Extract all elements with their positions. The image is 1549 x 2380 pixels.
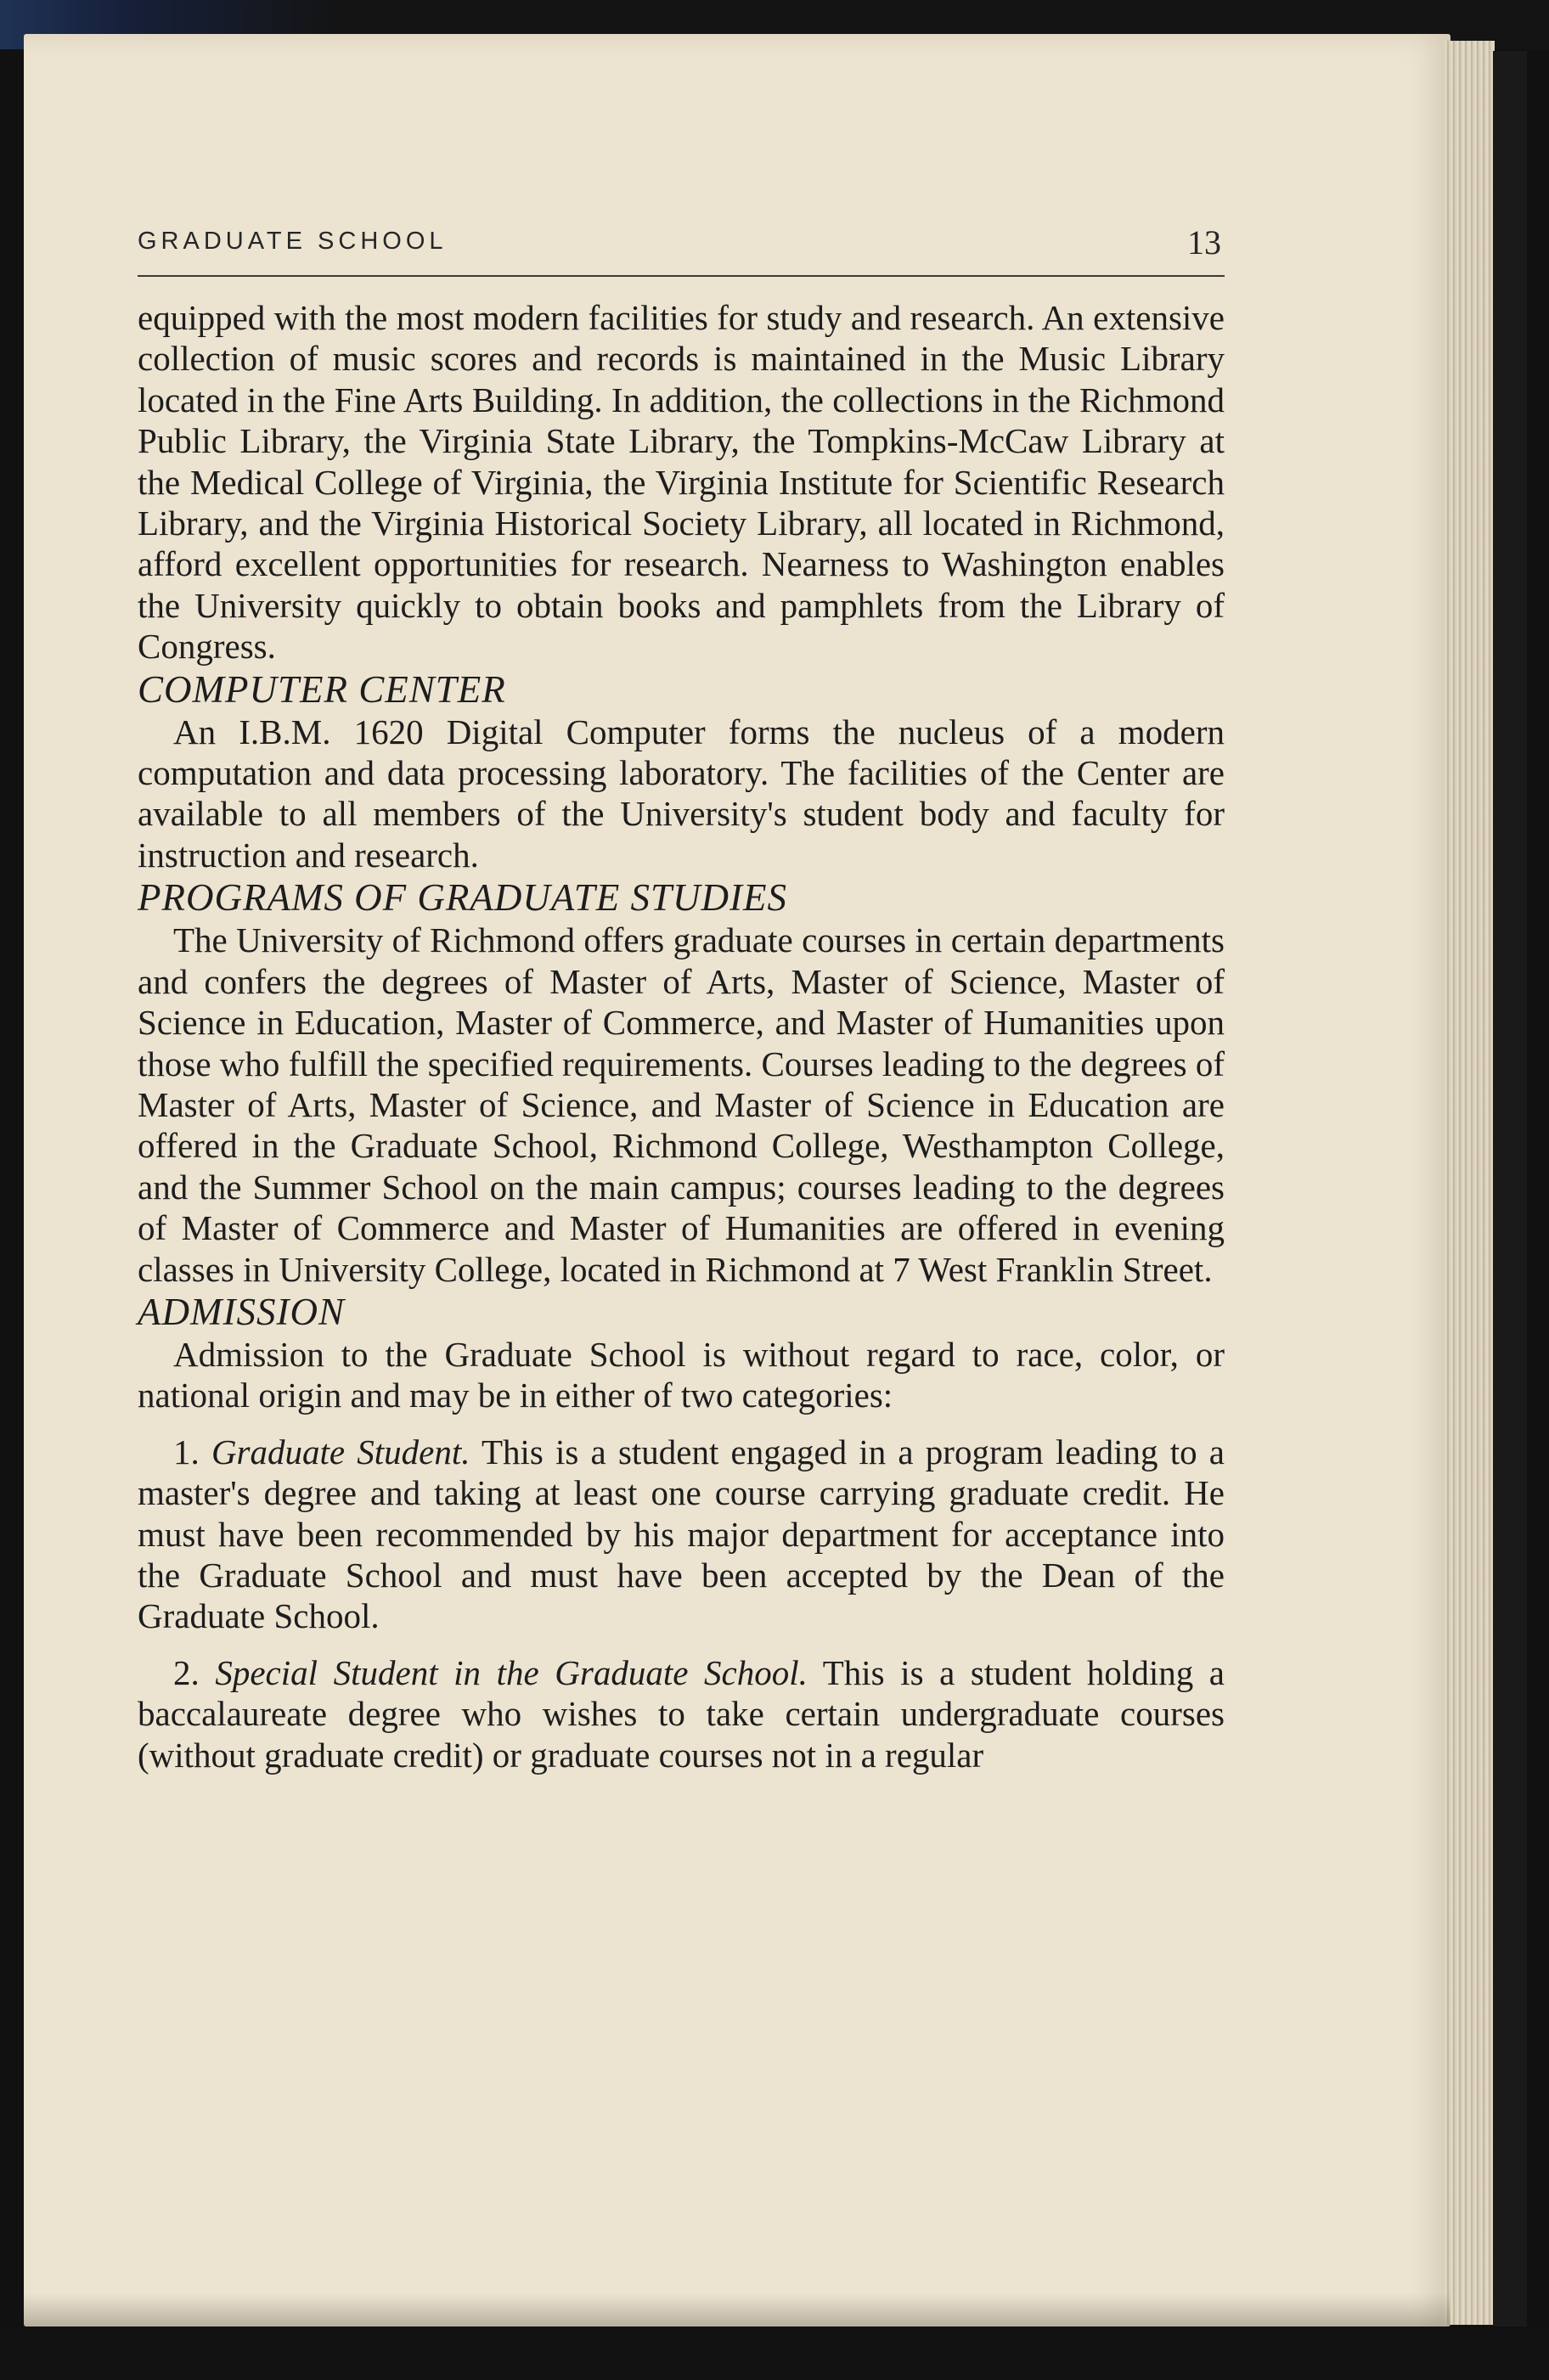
category-description: This is a student holding a baccalaureate degree who wishes to take certain undergraduate courses (without graduate credit) or graduate courses not in a regular bbox=[138, 1652, 1225, 1775]
running-head-title: GRADUATE SCHOOL bbox=[138, 228, 448, 255]
binding-shadow bbox=[1493, 51, 1527, 2327]
intro-paragraph: equipped with the most modern facilities for study and research. An extensive collection of music scores and records is maintained in the Music Library located in the Fine Arts Building. In addition, the collections in the Richmond Public Library, the Virginia State Library, the Tompkins-McCaw Library at the Medical College of Virginia, the Virginia Institute for Scientific Research Library, and the Virginia Historical Society Library, all located in Richmond, afford excellent opportunities for research. Nearness to Washington enables the University quickly to obtain books and pamphlets from the Library of Congress. bbox=[138, 298, 1225, 667]
category-special-student bbox=[138, 1652, 1225, 1775]
heading-admission: ADMISSION bbox=[138, 1290, 345, 1333]
computer-center-paragraph: An I.B.M. 1620 Digital Computer forms the nucleus of a modern computation and data processing laboratory. The facilities of the Center are available to all members of the University's student body and faculty for instruction and research. bbox=[138, 712, 1225, 875]
scan-bottom-border bbox=[0, 2328, 1549, 2380]
page-content bbox=[138, 222, 1225, 1775]
category-number: 2. bbox=[173, 1652, 200, 1692]
running-head bbox=[138, 222, 1225, 277]
category-graduate-student bbox=[138, 1432, 1225, 1637]
category-number: 1. bbox=[173, 1432, 200, 1471]
page-edges bbox=[1444, 41, 1495, 2325]
category-term: Graduate Student. bbox=[211, 1432, 470, 1471]
admission-paragraph: Admission to the Graduate School is without regard to race, color, or national origin and may be in either of two categories: bbox=[138, 1334, 1225, 1415]
category-description: This is a student engaged in a program leading to a master's degree and taking at least one course carrying graduate credit. He must have been recommended by his major department for acceptance into the Graduate School and must have been accepted by the Dean of the Graduate School. bbox=[138, 1432, 1225, 1636]
page-number: 13 bbox=[1187, 223, 1221, 262]
programs-paragraph: The University of Richmond offers graduate courses in certain departments and confers the degrees of Master of Arts, Master of Science, Master of Science in Education, Master of Commerce, and Master of Humanities upon those who fulfill the specified requirements. Courses leading to the degrees of Master of Arts, Master of Science, and Master of Science in Education are offered in the Graduate School, Richmond College, Westhampton College, and the Summer School on the main campus; courses leading to the degrees of Master of Commerce and Master of Humanities are offered in evening classes in University College, located in Richmond at 7 West Franklin Street. bbox=[138, 920, 1225, 1289]
category-term: Special Student in the Graduate School. bbox=[215, 1652, 808, 1692]
page-bottom-shadow bbox=[24, 2293, 1450, 2327]
heading-computer-center: COMPUTER CENTER bbox=[138, 667, 506, 711]
heading-programs: PROGRAMS OF GRADUATE STUDIES bbox=[138, 876, 787, 920]
